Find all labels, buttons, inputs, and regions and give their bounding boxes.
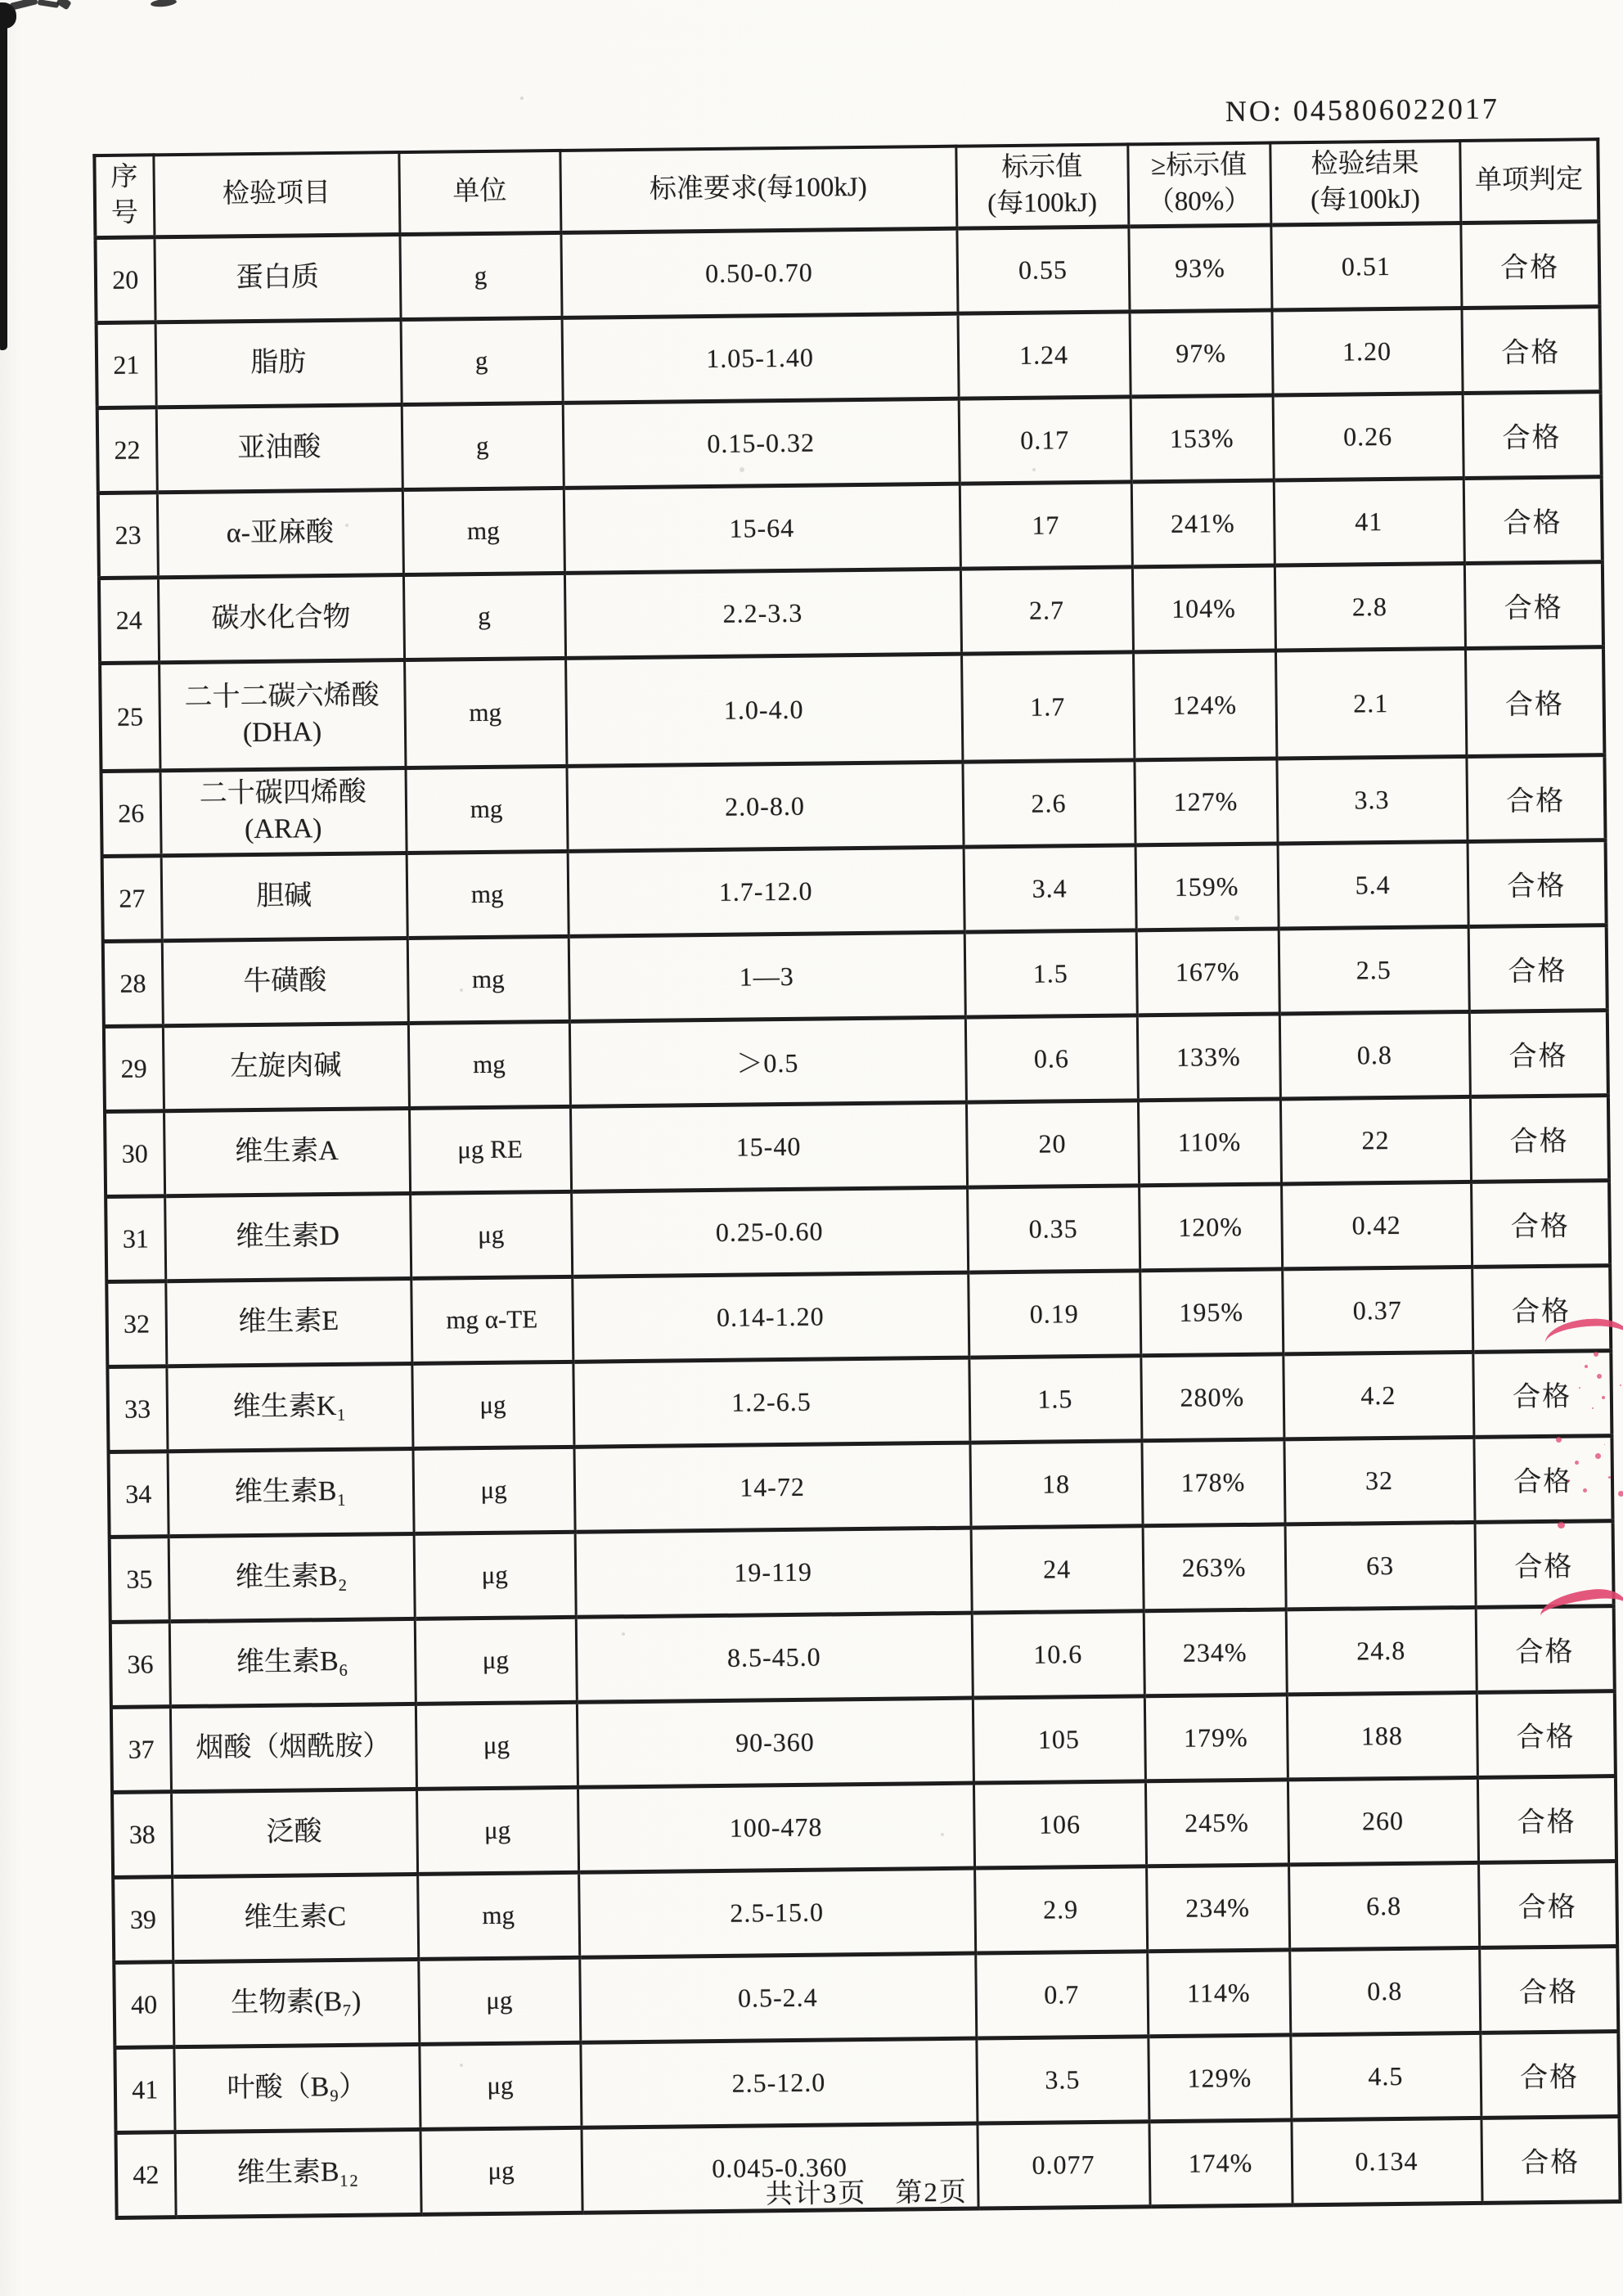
test-result-cell: 188	[1287, 1692, 1477, 1780]
judgment-cell: 合格	[1475, 1520, 1614, 1607]
ratio-to-label-cell: 93%	[1128, 225, 1271, 312]
standard-requirement-cell: 2.5-12.0	[580, 2038, 977, 2127]
test-item-cell: 二十二碳六烯酸 (DHA)	[159, 660, 405, 770]
seq-no-cell: 29	[104, 1025, 164, 1111]
seq-no-cell: 30	[105, 1110, 164, 1196]
test-item-cell: 维生素B₁₂	[175, 2129, 421, 2217]
unit-cell: g	[402, 403, 564, 489]
unit-cell: mg	[407, 851, 569, 938]
labeled-value-cell: 1.5	[969, 1355, 1141, 1442]
ratio-to-label-cell: 153%	[1131, 395, 1274, 482]
unit-cell: mg	[407, 936, 569, 1023]
table-row	[103, 925, 1607, 1026]
table-row	[107, 1350, 1612, 1452]
ratio-to-label-cell: 120%	[1139, 1183, 1282, 1270]
test-result-cell: 2.8	[1275, 563, 1465, 651]
seq-no-cell: 42	[116, 2132, 176, 2217]
ratio-to-label-cell: 179%	[1144, 1694, 1288, 1781]
labeled-value-cell: 10.6	[972, 1610, 1144, 1697]
unit-cell: μg	[412, 1447, 574, 1533]
ratio-to-label-cell: 178%	[1141, 1438, 1284, 1525]
labeled-value-cell: 2.9	[974, 1866, 1147, 1952]
test-item-cell: 维生素E	[165, 1278, 411, 1366]
unit-cell: μg	[420, 2127, 582, 2214]
table-row	[98, 476, 1603, 578]
judgment-cell: 合格	[1461, 306, 1600, 393]
test-item-cell: 蛋白质	[154, 234, 400, 322]
test-item-cell: 维生素C	[172, 1874, 418, 1961]
red-pen-mark	[1558, 1522, 1565, 1528]
table-row	[100, 646, 1604, 771]
test-item-cell: 左旋肉碱	[163, 1023, 409, 1110]
judgment-cell: 合格	[1463, 391, 1602, 478]
judgment-cell: 合格	[1464, 561, 1603, 648]
table-row	[110, 1605, 1615, 1707]
judgment-cell: 合格	[1476, 1605, 1615, 1692]
ratio-to-label-cell: 280%	[1140, 1353, 1284, 1440]
ratio-to-label-cell: 133%	[1137, 1013, 1280, 1100]
labeled-value-cell: 0.35	[967, 1185, 1140, 1272]
judgment-cell: 合格	[1470, 1095, 1609, 1182]
unit-cell: mg	[405, 766, 567, 853]
ratio-to-label-cell: 174%	[1149, 2119, 1292, 2206]
seq-no-cell: 27	[102, 855, 162, 941]
seq-no-cell: 32	[106, 1281, 166, 1366]
unit-cell: mg	[417, 1872, 579, 1959]
test-item-cell: 维生素B₁	[168, 1448, 414, 1536]
test-item-cell: 胆碱	[161, 853, 407, 940]
test-item-cell: α-亚麻酸	[157, 489, 403, 577]
seq-no-cell: 22	[97, 407, 157, 493]
seq-no-cell: 26	[101, 770, 161, 856]
judgment-cell: 合格	[1472, 1265, 1611, 1352]
test-item-cell: 亚油酸	[156, 404, 402, 492]
judgment-cell: 合格	[1465, 646, 1604, 756]
seq-no-cell: 23	[98, 492, 158, 578]
ratio-to-label-cell: 245%	[1145, 1779, 1288, 1866]
test-result-cell: 32	[1284, 1437, 1474, 1524]
unit-cell: μg	[410, 1191, 572, 1278]
table-row	[97, 306, 1601, 407]
standard-requirement-cell: 0.15-0.32	[563, 398, 960, 488]
standard-requirement-cell: 0.25-0.60	[571, 1187, 968, 1276]
ratio-to-label-cell: 234%	[1146, 1864, 1289, 1951]
col-header-test-result: 检验结果 (每100kJ)	[1270, 141, 1460, 225]
labeled-value-cell: 106	[973, 1781, 1146, 1867]
test-item-cell: 牛磺酸	[162, 938, 408, 1025]
unit-cell: g	[401, 317, 563, 404]
test-item-cell: 脂肪	[155, 319, 402, 407]
judgment-cell: 合格	[1460, 221, 1599, 308]
seq-no-cell: 28	[103, 940, 163, 1026]
table-row	[104, 1010, 1608, 1111]
unit-cell: μg RE	[409, 1106, 571, 1193]
labeled-value-cell: 0.17	[959, 396, 1131, 483]
test-result-cell: 0.51	[1270, 223, 1461, 310]
table-row	[114, 1946, 1618, 2047]
test-result-cell: 5.4	[1278, 841, 1468, 929]
judgment-cell: 合格	[1478, 1861, 1617, 1947]
labeled-value-cell: 20	[966, 1100, 1139, 1186]
standard-requirement-cell: 100-478	[578, 1783, 974, 1872]
test-result-cell: 0.26	[1273, 393, 1463, 480]
ratio-to-label-cell: 97%	[1129, 310, 1272, 397]
test-result-cell: 0.8	[1279, 1011, 1470, 1099]
standard-requirement-cell: 2.2-3.3	[564, 569, 961, 658]
standard-requirement-cell: 1—3	[569, 932, 965, 1021]
table-row	[105, 1095, 1609, 1196]
standard-requirement-cell: 0.50-0.70	[560, 228, 957, 317]
labeled-value-cell: 0.077	[977, 2121, 1149, 2208]
unit-cell: g	[399, 232, 561, 319]
test-result-cell: 2.5	[1279, 926, 1469, 1014]
standard-requirement-cell: 14-72	[573, 1443, 970, 1532]
standard-requirement-cell: 0.045-0.360	[581, 2123, 978, 2213]
judgment-cell: 合格	[1473, 1435, 1612, 1522]
test-result-cell: 2.1	[1275, 648, 1466, 759]
seq-no-cell: 37	[111, 1706, 171, 1792]
judgment-cell: 合格	[1469, 1010, 1608, 1096]
col-header-unit: 单位	[398, 151, 560, 234]
seq-no-cell: 35	[110, 1536, 169, 1622]
unit-cell: μg	[418, 1957, 580, 2044]
labeled-value-cell: 17	[960, 481, 1132, 568]
table-row	[112, 1776, 1616, 1877]
ratio-to-label-cell: 124%	[1133, 650, 1276, 759]
col-header-item-judgment: 单项判定	[1459, 139, 1598, 223]
labeled-value-cell: 105	[973, 1695, 1145, 1782]
test-item-cell: 维生素K₁	[166, 1363, 412, 1451]
judgment-cell: 合格	[1463, 476, 1603, 563]
unit-cell: mg α-TE	[411, 1276, 573, 1363]
table-row	[95, 221, 1599, 322]
standard-requirement-cell: 2.0-8.0	[566, 762, 963, 851]
standard-requirement-cell: 1.0-4.0	[565, 654, 962, 766]
standard-requirement-cell: 2.5-15.0	[578, 1868, 975, 1957]
table-row	[113, 1861, 1617, 1962]
test-item-cell: 维生素D	[164, 1193, 411, 1281]
test-result-cell: 0.8	[1289, 1947, 1480, 2035]
standard-requirement-cell: 1.2-6.5	[573, 1357, 969, 1447]
labeled-value-cell: 1.7	[961, 651, 1134, 761]
seq-no-cell: 25	[100, 662, 160, 771]
ratio-to-label-cell: 195%	[1140, 1268, 1283, 1355]
seq-no-cell: 20	[95, 236, 155, 322]
table-row	[109, 1435, 1613, 1537]
test-item-cell: 烟酸（烟酰胺）	[170, 1704, 416, 1791]
seq-no-cell: 36	[110, 1621, 170, 1707]
ratio-to-label-cell: 241%	[1131, 480, 1275, 567]
labeled-value-cell: 0.19	[968, 1270, 1140, 1357]
test-result-cell: 0.42	[1281, 1182, 1472, 1269]
test-item-cell: 二十碳四烯酸(ARA)	[160, 768, 406, 855]
judgment-cell: 合格	[1477, 1776, 1616, 1862]
labeled-value-cell: 0.6	[965, 1015, 1138, 1101]
labeled-value-cell: 2.7	[960, 566, 1133, 653]
standard-requirement-cell: 0.14-1.20	[572, 1272, 969, 1362]
table-header-row	[94, 139, 1598, 237]
test-result-cell: 4.5	[1290, 2033, 1481, 2120]
test-item-cell: 碳水化合物	[158, 574, 404, 662]
labeled-value-cell: 0.7	[975, 1951, 1148, 2037]
ratio-to-label-cell: 129%	[1148, 2034, 1291, 2121]
standard-requirement-cell: 1.7-12.0	[568, 847, 964, 936]
red-pen-mark	[1556, 1437, 1562, 1443]
labeled-value-cell: 0.55	[956, 226, 1129, 313]
inspection-results-table	[92, 137, 1621, 2219]
red-pen-mark	[1594, 1352, 1598, 1357]
unit-cell: mg	[402, 488, 564, 574]
judgment-cell: 合格	[1481, 2116, 1620, 2203]
test-result-cell: 0.37	[1282, 1267, 1472, 1354]
ratio-to-label-cell: 114%	[1147, 1949, 1290, 2036]
test-result-cell: 4.2	[1283, 1352, 1473, 1439]
page-footer: 共计3页 第2页	[765, 2177, 969, 2210]
seq-no-cell: 24	[99, 577, 159, 663]
standard-requirement-cell: ＞0.5	[569, 1017, 966, 1106]
table-row	[99, 561, 1603, 663]
standard-requirement-cell: 19-119	[575, 1528, 972, 1617]
test-result-cell: 0.134	[1291, 2118, 1481, 2205]
col-header-seq-no: 序号	[94, 155, 154, 237]
col-header-standard-requirement: 标准要求(每100kJ)	[560, 146, 956, 232]
seq-no-cell: 40	[114, 1961, 173, 2047]
unit-cell: mg	[408, 1021, 570, 1108]
col-header-test-item: 检验项目	[153, 152, 399, 236]
judgment-cell: 合格	[1468, 925, 1607, 1011]
judgment-cell: 合格	[1479, 1946, 1618, 2033]
judgment-cell: 合格	[1480, 2031, 1619, 2118]
judgment-cell: 合格	[1472, 1350, 1612, 1437]
unit-cell: g	[403, 573, 565, 660]
test-item-cell: 维生素B₂	[169, 1533, 415, 1621]
ratio-to-label-cell: 167%	[1136, 928, 1279, 1015]
judgment-cell: 合格	[1471, 1180, 1610, 1267]
test-result-cell: 6.8	[1288, 1862, 1479, 1950]
document-number: NO: 045806022017	[1225, 92, 1500, 128]
labeled-value-cell: 3.4	[964, 844, 1136, 931]
labeled-value-cell: 2.6	[962, 759, 1135, 846]
test-result-cell: 260	[1288, 1777, 1478, 1865]
standard-requirement-cell: 15-64	[564, 484, 960, 573]
table-row	[101, 754, 1606, 856]
table-row	[97, 391, 1602, 493]
unit-cell: μg	[411, 1362, 573, 1448]
table-row	[102, 840, 1607, 941]
seq-no-cell: 31	[106, 1195, 165, 1281]
table-row	[110, 1520, 1614, 1622]
ratio-to-label-cell: 159%	[1135, 843, 1279, 930]
standard-requirement-cell: 90-360	[577, 1698, 973, 1787]
ratio-to-label-cell: 263%	[1143, 1524, 1286, 1610]
table-row	[106, 1180, 1610, 1281]
test-result-cell: 22	[1280, 1096, 1471, 1184]
seq-no-cell: 41	[115, 2046, 174, 2132]
labeled-value-cell: 18	[969, 1440, 1142, 1527]
test-result-cell: 1.20	[1271, 308, 1462, 395]
col-header-ratio-to-label: ≥标示值 （80%）	[1127, 143, 1270, 227]
test-result-cell: 41	[1274, 478, 1464, 565]
seq-no-cell: 38	[112, 1791, 172, 1877]
standard-requirement-cell: 0.5-2.4	[579, 1953, 976, 2042]
standard-requirement-cell: 15-40	[570, 1102, 967, 1191]
test-item-cell: 维生素B₆	[169, 1618, 416, 1706]
table-row	[111, 1690, 1616, 1792]
seq-no-cell: 33	[107, 1366, 167, 1452]
ratio-to-label-cell: 104%	[1132, 565, 1275, 652]
test-item-cell: 泛酸	[171, 1789, 417, 1876]
judgment-cell: 合格	[1466, 754, 1605, 841]
test-item-cell: 维生素A	[164, 1108, 410, 1195]
ratio-to-label-cell: 127%	[1134, 758, 1277, 844]
labeled-value-cell: 24	[971, 1525, 1144, 1612]
test-item-cell: 叶酸（B₉）	[173, 2044, 420, 2132]
seq-no-cell: 34	[109, 1451, 169, 1537]
test-item-cell: 生物素(B₇)	[173, 1959, 419, 2046]
col-header-labeled-value: 标示值 (每100kJ)	[955, 144, 1128, 227]
unit-cell: μg	[415, 1617, 577, 1704]
standard-requirement-cell: 1.05-1.40	[562, 313, 959, 403]
unit-cell: μg	[416, 1702, 578, 1789]
seq-no-cell: 21	[97, 322, 156, 407]
unit-cell: μg	[414, 1532, 576, 1618]
standard-requirement-cell: 8.5-45.0	[576, 1613, 973, 1702]
table-row	[106, 1265, 1611, 1366]
labeled-value-cell: 3.5	[976, 2036, 1149, 2123]
test-result-cell: 63	[1285, 1522, 1476, 1609]
unit-cell: μg	[416, 1787, 578, 1874]
ratio-to-label-cell: 110%	[1138, 1098, 1281, 1185]
test-result-cell: 24.8	[1286, 1607, 1477, 1695]
judgment-cell: 合格	[1477, 1690, 1616, 1777]
labeled-value-cell: 1.5	[964, 930, 1137, 1016]
labeled-value-cell: 1.24	[958, 311, 1131, 398]
table-row	[115, 2031, 1619, 2132]
ratio-to-label-cell: 234%	[1144, 1609, 1287, 1695]
unit-cell: μg	[419, 2042, 581, 2129]
judgment-cell: 合格	[1468, 840, 1607, 926]
test-result-cell: 3.3	[1276, 756, 1467, 844]
unit-cell: mg	[404, 658, 566, 768]
seq-no-cell: 39	[113, 1876, 173, 1962]
